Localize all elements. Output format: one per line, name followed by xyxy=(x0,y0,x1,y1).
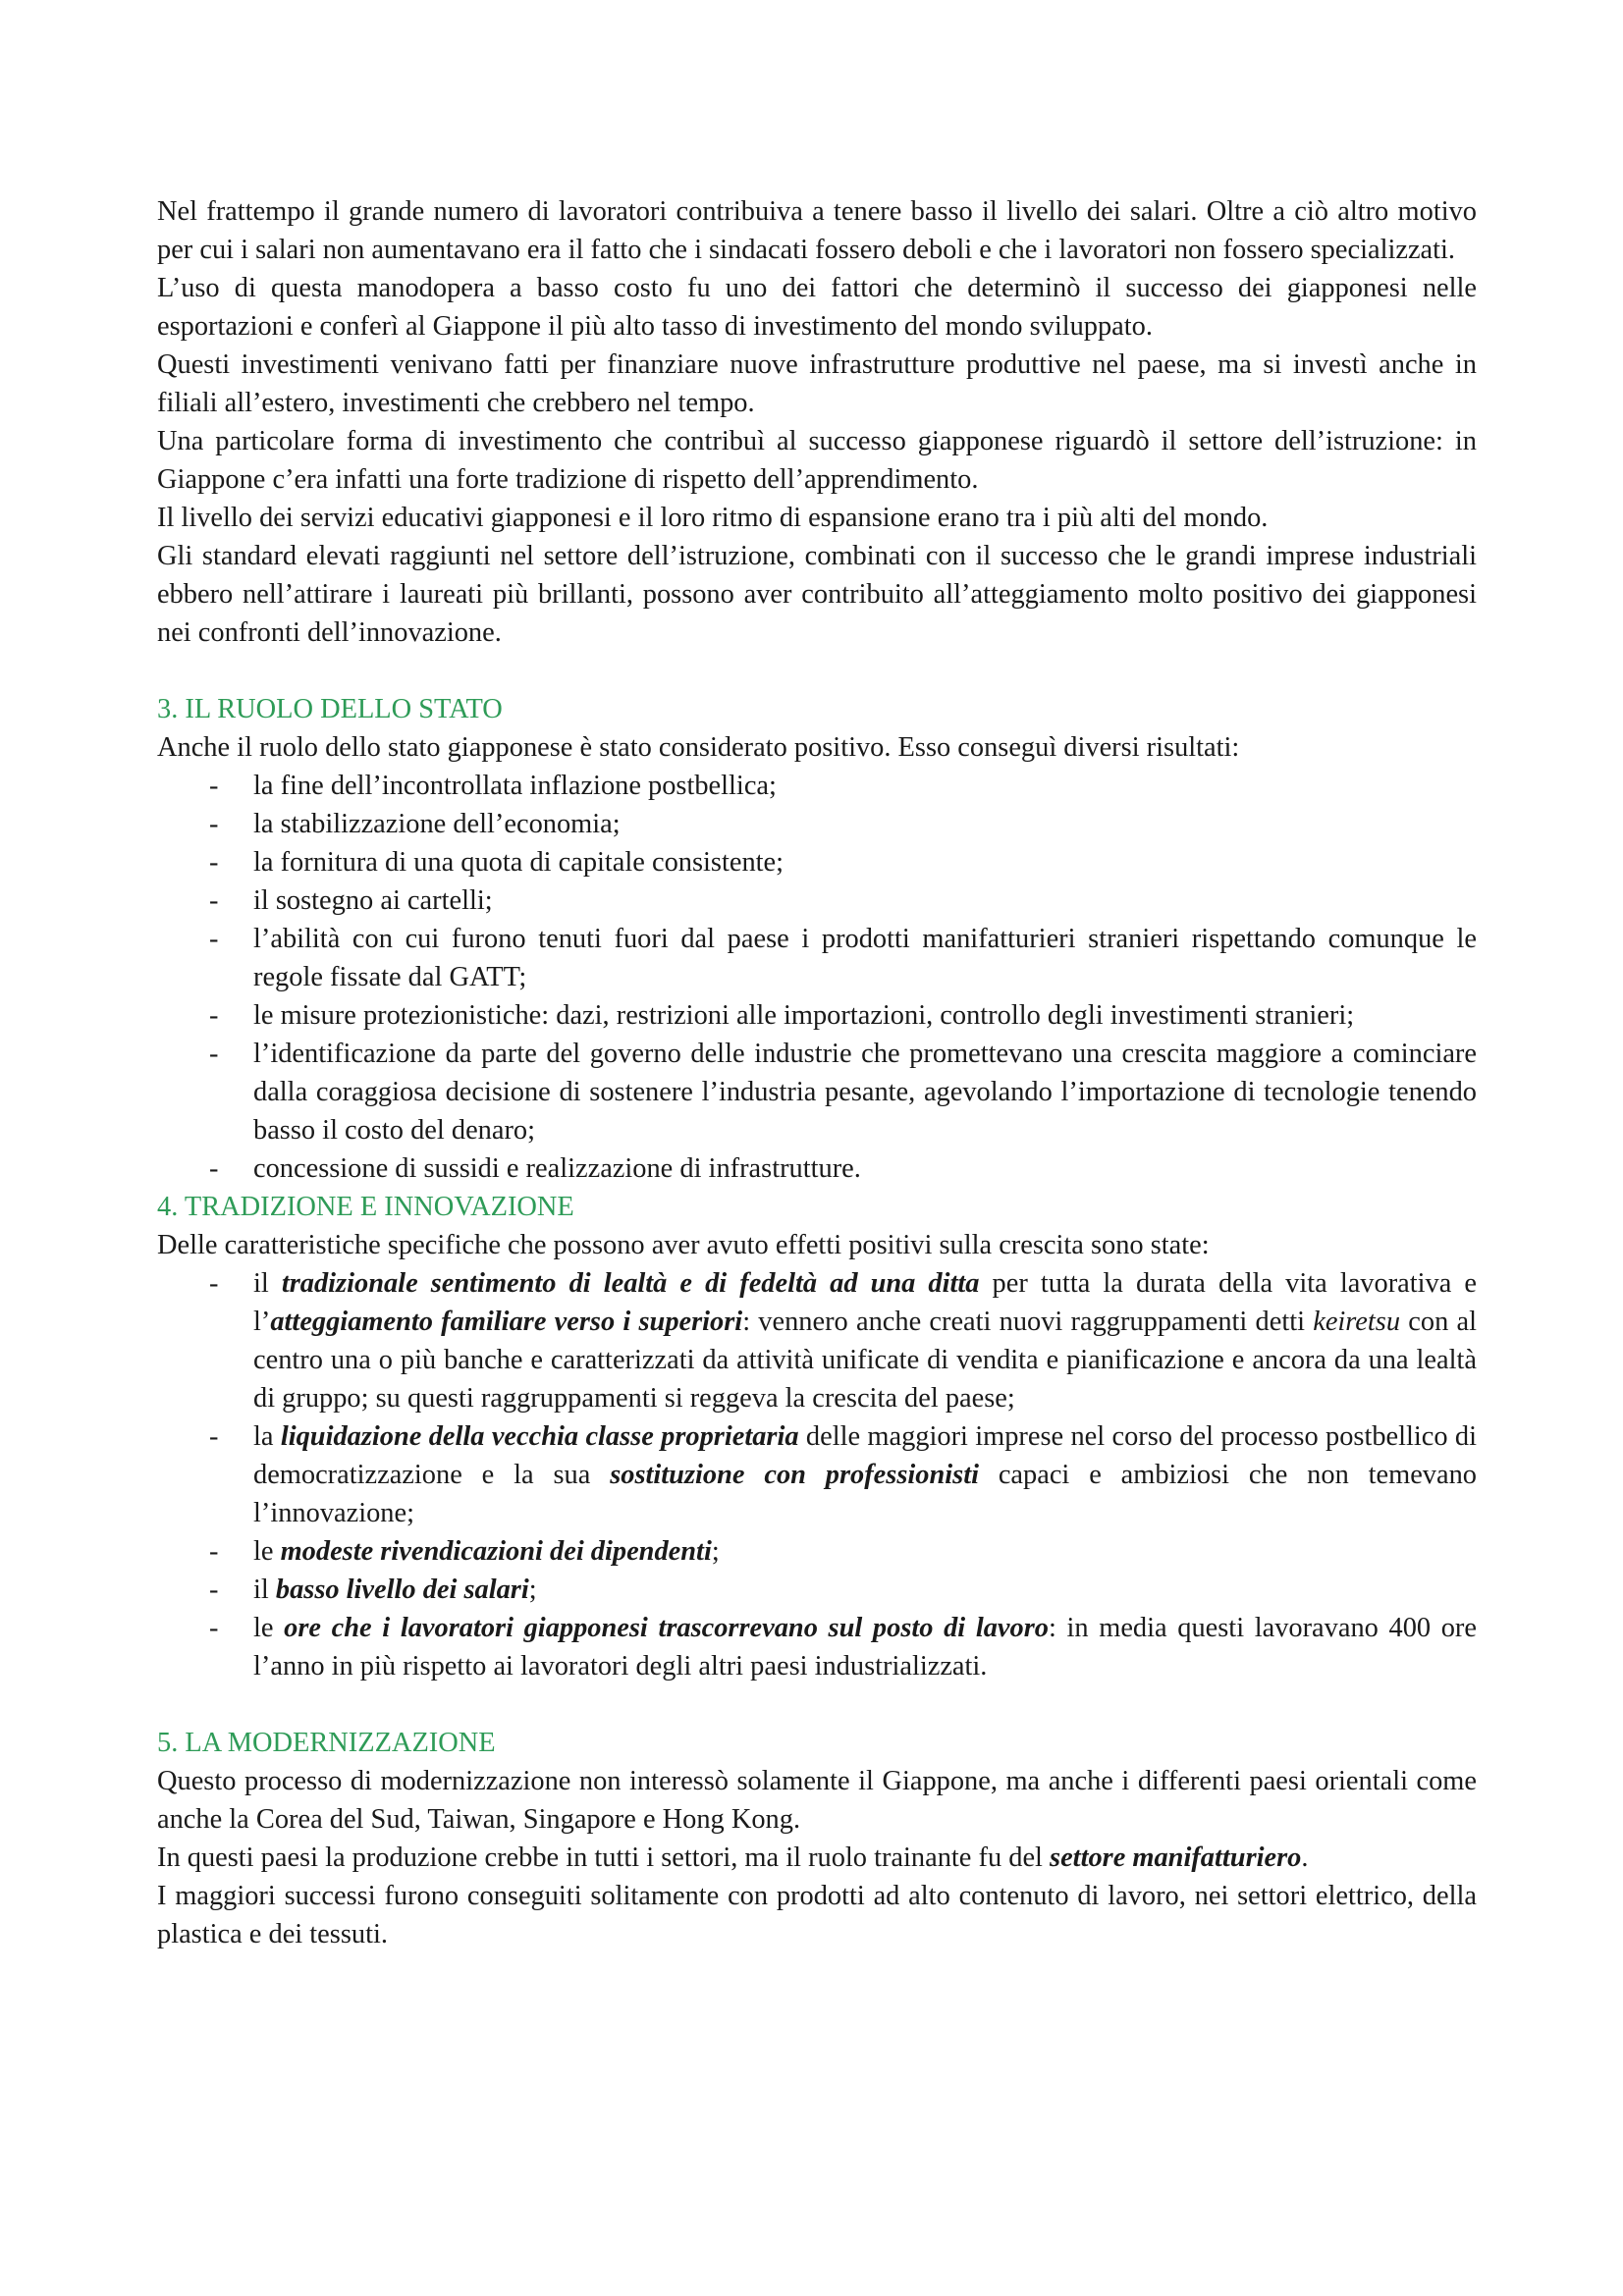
dash-bullet: - xyxy=(209,809,219,839)
emphasis: ore che i lavoratori giapponesi trascorrevano sul posto di lavoro xyxy=(284,1613,1049,1643)
emphasis: liquidazione della vecchia classe proprietaria xyxy=(280,1421,799,1452)
emphasis: tradizionale sentimento di lealtà e di fedeltà ad una ditta xyxy=(281,1268,980,1299)
emphasis: sostituzione con professionisti xyxy=(610,1460,979,1490)
paragraph: Una particolare forma di investimento che contribuì al successo giapponese riguardò il settore dell’istruzione: in Giappone c’era infatti una forte tradizione di rispetto dell’apprendimento. xyxy=(157,426,1477,495)
dash-bullet: - xyxy=(209,1536,219,1567)
paragraph: L’uso di questa manodopera a basso costo fu uno dei fattori che determinò il successo dei giapponesi nelle esportazioni e conferì al Giappone il più alto tasso di investimento del mondo sviluppato. xyxy=(157,273,1477,342)
emphasis: settore manifatturiero xyxy=(1050,1842,1302,1873)
paragraph: Il livello dei servizi educativi giapponesi e il loro ritmo di espansione erano tra i più alti del mondo. xyxy=(157,503,1269,533)
dash-bullet: - xyxy=(209,924,219,954)
list-item: - le modeste rivendicazioni dei dipendenti; xyxy=(157,1532,1477,1571)
paragraph: I maggiori successi furono conseguiti solitamente con prodotti ad alto contenuto di lavoro, nei settori elettrico, della plastica e dei tessuti. xyxy=(157,1881,1477,1949)
dash-bullet: - xyxy=(209,1153,219,1184)
spacer xyxy=(157,652,1477,690)
dash-bullet: - xyxy=(209,1421,219,1452)
list-item: - il tradizionale sentimento di lealtà e di fedeltà ad una ditta per tutta la durata della vita lavorativa e l’atteggiamento familiare verso i superiori: vennero anche creati nuovi raggruppamenti detti keiretsu con al centro una o più banche e caratterizzati da attività unificate di vendita e pianificazione e ancora da una lealtà di gruppo; su questi raggruppamenti si reggeva la crescita del paese; xyxy=(157,1264,1477,1417)
list-item: - il sostegno ai cartelli; xyxy=(157,881,1477,920)
list-item: - le misure protezionistiche: dazi, restrizioni alle importazioni, controllo degli investimenti stranieri; xyxy=(157,996,1477,1035)
section-lead: Anche il ruolo dello stato giapponese è stato considerato positivo. Esso conseguì diversi risultati: xyxy=(157,732,1240,763)
section-heading: 5. LA MODERNIZZAZIONE xyxy=(157,1728,496,1758)
dash-bullet: - xyxy=(209,1613,219,1643)
paragraph: Gli standard elevati raggiunti nel settore dell’istruzione, combinati con il successo che le grandi imprese industriali ebbero nell’attirare i laureati più brillanti, possono aver contribuito all’atteggiamento molto positivo dei giapponesi nei confronti dell’innovazione. xyxy=(157,541,1477,648)
paragraph: Nel frattempo il grande numero di lavoratori contribuiva a tenere basso il livello dei salari. Oltre a ciò altro motivo per cui i salari non aumentavano era il fatto che i sindacati fossero deboli e che i lavoratori non fossero specializzati. xyxy=(157,196,1477,265)
section-heading: 4. TRADIZIONE E INNOVAZIONE xyxy=(157,1192,574,1222)
paragraph: In questi paesi la produzione crebbe in tutti i settori, ma il ruolo trainante fu del settore manifatturiero. xyxy=(157,1842,1309,1873)
dash-bullet: - xyxy=(209,885,219,916)
bullet-list xyxy=(157,1264,1477,1685)
list-item: - la fine dell’incontrollata inflazione postbellica; xyxy=(157,767,1477,805)
spacer xyxy=(157,1685,1477,1724)
section-lead: Delle caratteristiche specifiche che possono aver avuto effetti positivi sulla crescita sono state: xyxy=(157,1230,1210,1260)
list-item: - le ore che i lavoratori giapponesi trascorrevano sul posto di lavoro: in media questi lavoravano 400 ore l’anno in più rispetto ai lavoratori degli altri paesi industrializzati. xyxy=(157,1609,1477,1685)
list-item: - concessione di sussidi e realizzazione di infrastrutture. xyxy=(157,1149,1477,1188)
emphasis: keiretsu xyxy=(1313,1307,1401,1337)
list-item: - l’abilità con cui furono tenuti fuori dal paese i prodotti manifatturieri stranieri rispettando comunque le regole fissate dal GATT; xyxy=(157,920,1477,996)
list-item: - la fornitura di una quota di capitale consistente; xyxy=(157,843,1477,881)
dash-bullet: - xyxy=(209,1575,219,1605)
paragraph: Questi investimenti venivano fatti per finanziare nuove infrastrutture produttive nel paese, ma si investì anche in filiali all’estero, investimenti che crebbero nel tempo. xyxy=(157,349,1477,418)
bullet-list xyxy=(157,767,1477,1188)
dash-bullet: - xyxy=(209,1000,219,1031)
document-page xyxy=(157,192,1477,1953)
dash-bullet: - xyxy=(209,1268,219,1299)
list-item: - la liquidazione della vecchia classe proprietaria delle maggiori imprese nel corso del processo postbellico di democratizzazione e la sua sostituzione con professionisti capaci e ambiziosi che non temevano l’innovazione; xyxy=(157,1417,1477,1532)
dash-bullet: - xyxy=(209,771,219,801)
dash-bullet: - xyxy=(209,847,219,878)
list-item: - la stabilizzazione dell’economia; xyxy=(157,805,1477,843)
section-heading: 3. IL RUOLO DELLO STATO xyxy=(157,694,503,724)
list-item: - l’identificazione da parte del governo delle industrie che promettevano una crescita maggiore a cominciare dalla coraggiosa decisione di sostenere l’industria pesante, agevolando l’importazione di tecnologie tenendo basso il costo del denaro; xyxy=(157,1035,1477,1149)
emphasis: modeste rivendicazioni dei dipendenti xyxy=(280,1536,712,1567)
emphasis: basso livello dei salari xyxy=(275,1575,529,1605)
paragraph: Questo processo di modernizzazione non interessò solamente il Giappone, ma anche i differenti paesi orientali come anche la Corea del Sud, Taiwan, Singapore e Hong Kong. xyxy=(157,1766,1477,1835)
dash-bullet: - xyxy=(209,1039,219,1069)
emphasis: atteggiamento familiare verso i superiori xyxy=(270,1307,743,1337)
list-item: - il basso livello dei salari; xyxy=(157,1571,1477,1609)
